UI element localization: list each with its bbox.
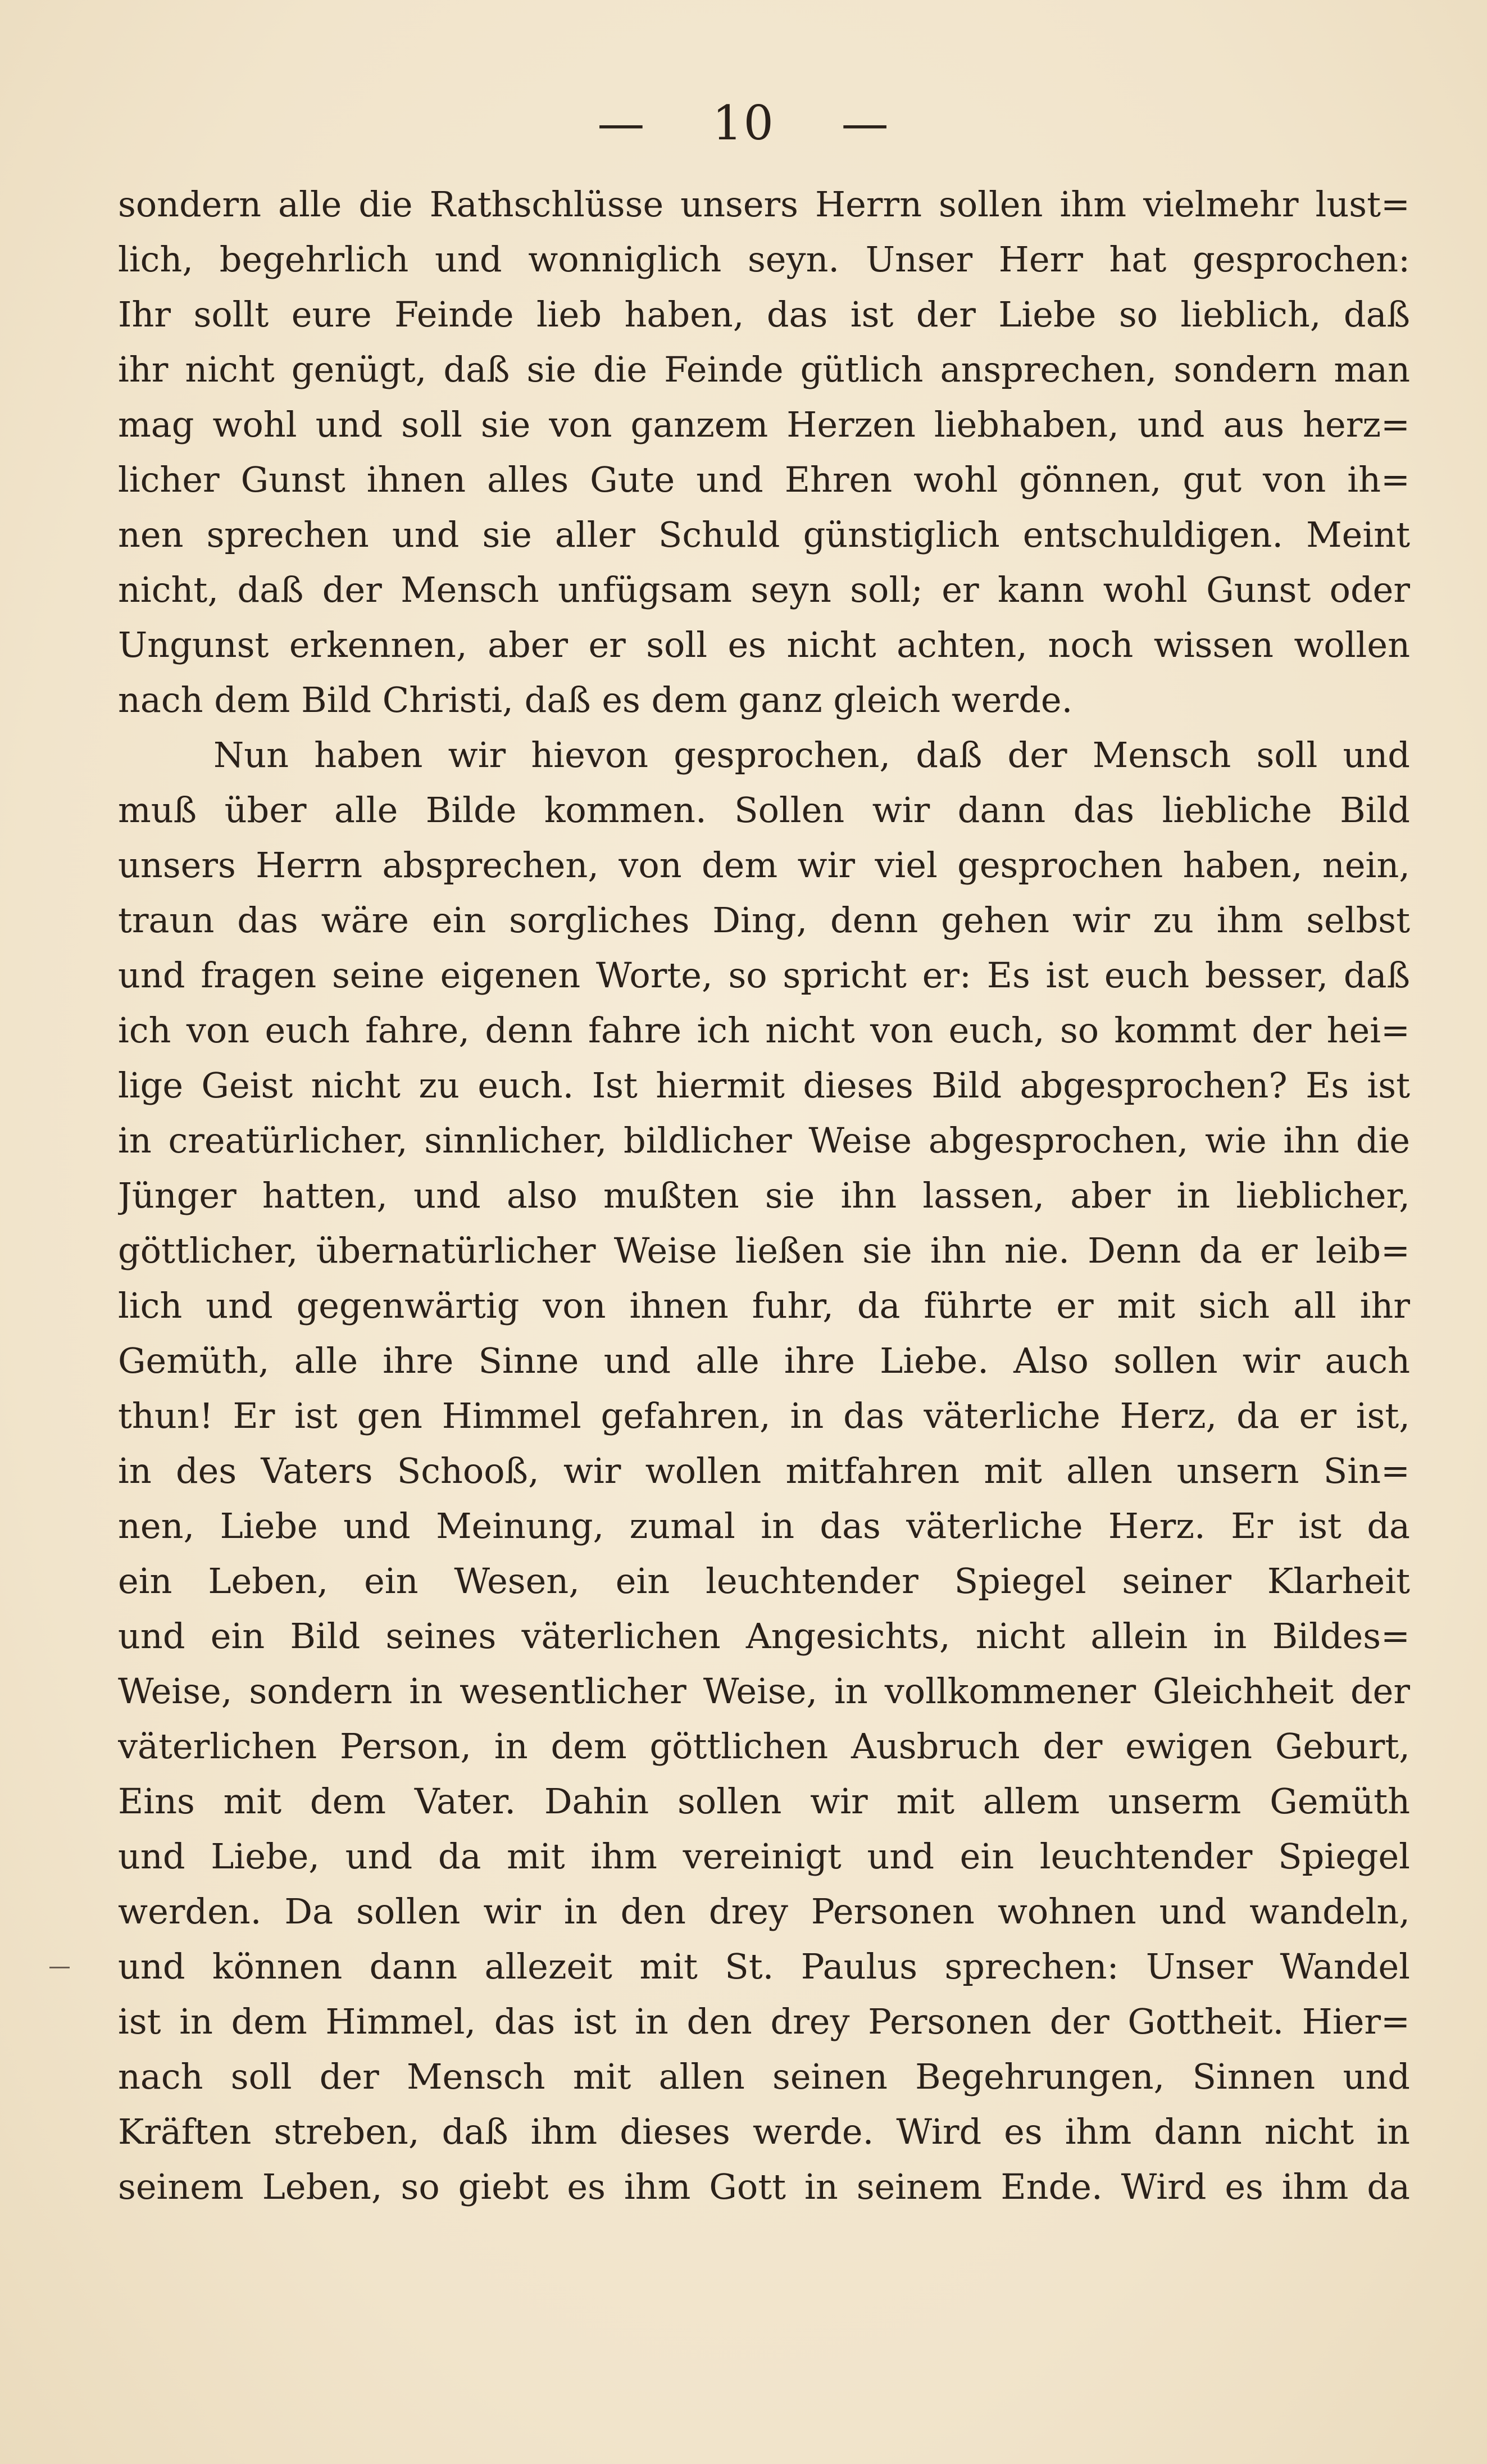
- text-line: in des Vaters Schooß, wir wollen mitfahren mit allen unsern Sin=: [118, 1450, 1410, 1491]
- text-line: werden. Da sollen wir in den drey Personen wohnen und wandeln,: [118, 1891, 1410, 1932]
- text-line: lige Geist nicht zu euch. Ist hiermit dieses Bild abgesprochen? Es ist: [118, 1065, 1410, 1106]
- text-line: nach soll der Mensch mit allen seinen Begehrungen, Sinnen und: [118, 2056, 1410, 2097]
- header-dash-left: —: [597, 96, 646, 151]
- text-line: Jünger hatten, und also mußten sie ihn lassen, aber in lieblicher,: [118, 1175, 1410, 1216]
- text-line: ich von euch fahre, denn fahre ich nicht von euch, so kommt der hei=: [118, 1010, 1410, 1051]
- header-dash-right: —: [841, 96, 890, 151]
- text-line: und Liebe, und da mit ihm vereinigt und ein leuchtender Spiegel: [118, 1836, 1410, 1877]
- text-line: nen, Liebe und Meinung, zumal in das väterliche Herz. Er ist da: [118, 1505, 1410, 1546]
- text-line: ist in dem Himmel, das ist in den drey Personen der Gottheit. Hier=: [118, 2001, 1410, 2042]
- text-line: lich und gegenwärtig von ihnen fuhr, da führte er mit sich all ihr: [118, 1285, 1410, 1326]
- text-line: in creatürlicher, sinnlicher, bildlicher Weise abgesprochen, wie ihn die: [118, 1120, 1410, 1161]
- text-line: väterlichen Person, in dem göttlichen Ausbruch der ewigen Geburt,: [118, 1726, 1410, 1767]
- text-line: Weise, sondern in wesentlicher Weise, in vollkommener Gleichheit der: [118, 1671, 1410, 1712]
- text-line: Ungunst erkennen, aber er soll es nicht achten, noch wissen wollen: [118, 624, 1410, 665]
- text-line: und ein Bild seines väterlichen Angesichts, nicht allein in Bildes=: [118, 1616, 1410, 1657]
- text-line: seinem Leben, so giebt es ihm Gott in seinem Ende. Wird es ihm da: [118, 2166, 1410, 2207]
- page-number: 10: [712, 96, 775, 151]
- text-line: thun! Er ist gen Himmel gefahren, in das väterliche Herz, da er ist,: [118, 1395, 1410, 1436]
- body-text: [118, 177, 1410, 2215]
- page-header: [0, 96, 1487, 151]
- text-line: ihr nicht genügt, daß sie die Feinde gütlich ansprechen, sondern man: [118, 349, 1410, 390]
- text-line: licher Gunst ihnen alles Gute und Ehren wohl gönnen, gut von ih=: [118, 459, 1410, 500]
- text-line: lich, begehrlich und wonniglich seyn. Unser Herr hat gesprochen:: [118, 239, 1410, 280]
- paragraph-first-line: Nun haben wir hievon gesprochen, daß der Mensch soll und: [213, 734, 1410, 775]
- text-line: göttlicher, übernatürlicher Weise ließen sie ihn nie. Denn da er leib=: [118, 1230, 1410, 1271]
- text-line: ein Leben, ein Wesen, ein leuchtender Spiegel seiner Klarheit: [118, 1560, 1410, 1601]
- margin-mark: [49, 1967, 70, 1968]
- text-line: nicht, daß der Mensch unfügsam seyn soll; er kann wohl Gunst oder: [118, 569, 1410, 610]
- text-line: nen sprechen und sie aller Schuld günstiglich entschuldigen. Meint: [118, 514, 1410, 555]
- text-line: mag wohl und soll sie von ganzem Herzen liebhaben, und aus herz=: [118, 404, 1410, 445]
- text-line: und können dann allezeit mit St. Paulus sprechen: Unser Wandel: [118, 1946, 1410, 1987]
- text-line: unsers Herrn absprechen, von dem wir viel gesprochen haben, nein,: [118, 845, 1410, 886]
- text-line: Kräften streben, daß ihm dieses werde. Wird es ihm dann nicht in: [118, 2111, 1410, 2152]
- text-line: traun das wäre ein sorgliches Ding, denn gehen wir zu ihm selbst: [118, 900, 1410, 941]
- text-line: muß über alle Bilde kommen. Sollen wir dann das liebliche Bild: [118, 789, 1410, 831]
- text-line: Ihr sollt eure Feinde lieb haben, das ist der Liebe so lieblich, daß: [118, 294, 1410, 335]
- text-line: Gemüth, alle ihre Sinne und alle ihre Liebe. Also sollen wir auch: [118, 1340, 1410, 1381]
- text-line: und fragen seine eigenen Worte, so spricht er: Es ist euch besser, daß: [118, 955, 1410, 996]
- text-line: Eins mit dem Vater. Dahin sollen wir mit allem unserm Gemüth: [118, 1781, 1410, 1822]
- text-line: sondern alle die Rathschlüsse unsers Herrn sollen ihm vielmehr lust=: [118, 184, 1410, 225]
- text-line: nach dem Bild Christi, daß es dem ganz gleich werde.: [118, 679, 1073, 720]
